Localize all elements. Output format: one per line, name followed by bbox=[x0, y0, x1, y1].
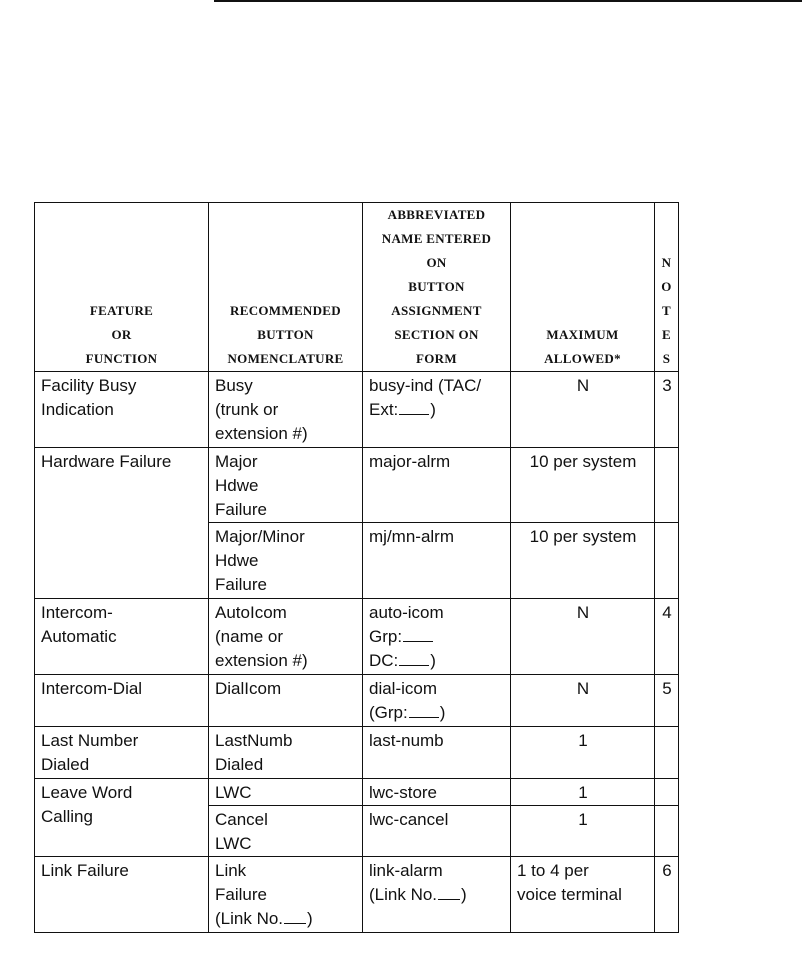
notes-cell: 6 bbox=[655, 857, 679, 933]
nomenclature-cell: Busy (trunk or extension #) bbox=[209, 372, 363, 448]
maximum-cell: 10 per system bbox=[511, 523, 655, 599]
table-row bbox=[35, 727, 679, 779]
abbreviation-cell: major-alrm bbox=[363, 448, 511, 523]
abbreviation-cell: auto-icom Grp: DC: ) bbox=[363, 599, 511, 675]
abbreviation-cell: busy-ind (TAC/ Ext: ) bbox=[363, 372, 511, 448]
header-abbreviated-name: ABBREVIATED NAME ENTERED ON BUTTON ASSIGNMENT SECTION ON FORM bbox=[363, 203, 511, 372]
maximum-cell: N bbox=[511, 675, 655, 727]
notes-cell bbox=[655, 779, 679, 806]
header-row bbox=[35, 203, 679, 372]
notes-cell bbox=[655, 806, 679, 857]
feature-cell: Hardware Failure bbox=[35, 448, 209, 599]
notes-cell: 3 bbox=[655, 372, 679, 448]
table-row bbox=[35, 779, 679, 806]
header-nomenclature: RECOMMENDED BUTTON NOMENCLATURE bbox=[209, 203, 363, 372]
maximum-cell: 1 bbox=[511, 727, 655, 779]
maximum-cell: 1 bbox=[511, 806, 655, 857]
nomenclature-cell: Cancel LWC bbox=[209, 806, 363, 857]
table-row bbox=[35, 599, 679, 675]
header-feature: FEATURE OR FUNCTION bbox=[35, 203, 209, 372]
table-row bbox=[35, 857, 679, 933]
notes-cell bbox=[655, 523, 679, 599]
feature-cell: Link Failure bbox=[35, 857, 209, 933]
nomenclature-cell: LastNumb Dialed bbox=[209, 727, 363, 779]
abbreviation-cell: link-alarm (Link No. ) bbox=[363, 857, 511, 933]
abbreviation-cell: mj/mn-alrm bbox=[363, 523, 511, 599]
table-row bbox=[35, 372, 679, 448]
maximum-cell: N bbox=[511, 599, 655, 675]
maximum-cell: 1 bbox=[511, 779, 655, 806]
maximum-cell: 1 to 4 per voice terminal bbox=[511, 857, 655, 933]
notes-cell: 5 bbox=[655, 675, 679, 727]
button-assignment-table bbox=[34, 202, 679, 933]
feature-cell: Leave Word Calling bbox=[35, 779, 209, 857]
abbreviation-cell: lwc-store bbox=[363, 779, 511, 806]
nomenclature-cell: AutoIcom (name or extension #) bbox=[209, 599, 363, 675]
feature-cell: Facility Busy Indication bbox=[35, 372, 209, 448]
feature-cell: Intercom-Dial bbox=[35, 675, 209, 727]
notes-cell bbox=[655, 727, 679, 779]
table-row bbox=[35, 448, 679, 523]
nomenclature-cell: LWC bbox=[209, 779, 363, 806]
feature-cell: Intercom- Automatic bbox=[35, 599, 209, 675]
feature-cell: Last Number Dialed bbox=[35, 727, 209, 779]
abbreviation-cell: dial-icom (Grp: ) bbox=[363, 675, 511, 727]
nomenclature-cell: Link Failure (Link No. ) bbox=[209, 857, 363, 933]
table-row bbox=[35, 675, 679, 727]
abbreviation-cell: lwc-cancel bbox=[363, 806, 511, 857]
fill-in-blank bbox=[284, 908, 306, 924]
nomenclature-cell: DialIcom bbox=[209, 675, 363, 727]
notes-cell bbox=[655, 448, 679, 523]
nomenclature-cell: Major/Minor Hdwe Failure bbox=[209, 523, 363, 599]
header-notes: N O T E S bbox=[655, 203, 679, 372]
abbreviation-cell: last-numb bbox=[363, 727, 511, 779]
maximum-cell: N bbox=[511, 372, 655, 448]
fill-in-blank bbox=[409, 702, 439, 718]
fill-in-blank bbox=[399, 650, 429, 666]
fill-in-blank bbox=[438, 884, 460, 900]
fill-in-blank bbox=[403, 626, 433, 642]
notes-cell: 4 bbox=[655, 599, 679, 675]
top-rule bbox=[214, 0, 802, 2]
fill-in-blank bbox=[399, 399, 429, 415]
header-maximum-allowed: MAXIMUM ALLOWED* bbox=[511, 203, 655, 372]
maximum-cell: 10 per system bbox=[511, 448, 655, 523]
nomenclature-cell: Major Hdwe Failure bbox=[209, 448, 363, 523]
